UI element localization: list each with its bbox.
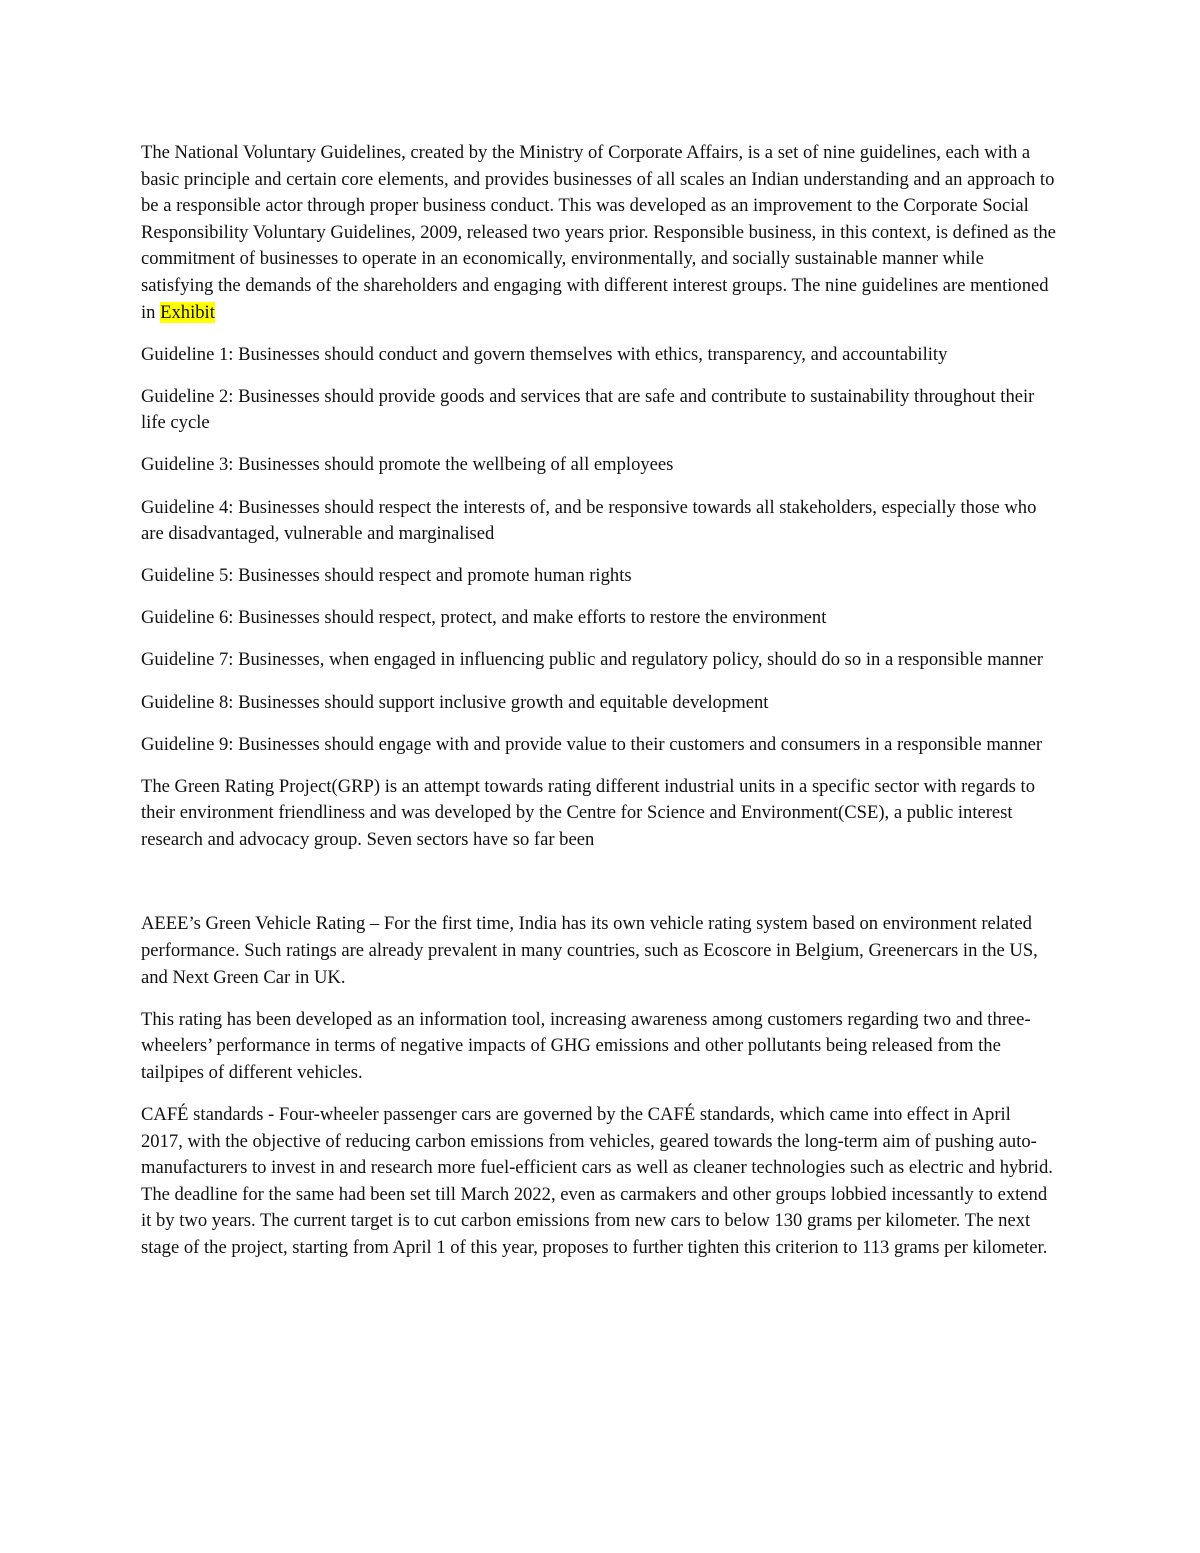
guideline-5: Guideline 5: Businesses should respect and promote human rights: [141, 565, 632, 587]
aeee-paragraph: AEEE’s Green Vehicle Rating – For the first time, India has its own vehicle rating system based on environment related performance. Such ratings are already prevalent in many countries, such as Ecoscore in Belgium, Greenercars in the US, and Next Green Car in UK.: [141, 913, 1038, 988]
rating-tool-paragraph: This rating has been developed as an information tool, increasing awareness among customers regarding two and three-wheelers’ performance in terms of negative impacts of GHG emissions and other pollutants being released from the tailpipes of different vehicles.: [141, 1008, 1031, 1083]
guideline-9: Guideline 9: Businesses should engage with and provide value to their customers and consumers in a responsible manner: [141, 733, 1043, 755]
exhibit-highlight: Exhibit: [160, 301, 215, 323]
cafe-paragraph: CAFÉ standards - Four-wheeler passenger cars are governed by the CAFÉ standards, which came into effect in April 2017, with the objective of reducing carbon emissions from vehicles, geared towards the long-term aim of pushing auto-manufacturers to invest in and research more fuel-efficient cars as well as cleaner technologies such as electric and hybrid. The deadline for the same had been set till March 2022, even as carmakers and other groups lobbied incessantly to extend it by two years. The current target is to cut carbon emissions from new cars to below 130 grams per kilometer. The next stage of the project, starting from April 1 of this year, proposes to further tighten this criterion to 113 grams per kilometer.: [141, 1104, 1053, 1258]
intro-paragraph: [141, 140, 1056, 326]
guideline-3: Guideline 3: Businesses should promote the wellbeing of all employees: [141, 454, 674, 476]
intro-text: The National Voluntary Guidelines, created by the Ministry of Corporate Affairs, is a set of nine guidelines, each with a basic principle and certain core elements, and provides businesses of all scales an Indian understanding and an approach to be a responsible actor through proper business conduct. This was developed as an improvement to the Corporate Social Responsibility Voluntary Guidelines, 2009, released two years prior. Responsible business, in this context, is defined as the commitment of businesses to operate in an economically, environmentally, and socially sustainable manner while satisfying the demands of the shareholders and engaging with different interest groups. The nine guidelines are mentioned in: [141, 142, 1056, 323]
guideline-7: Guideline 7: Businesses, when engaged in influencing public and regulatory policy, should do so in a responsible manner: [141, 649, 1043, 671]
guideline-1: Guideline 1: Businesses should conduct and govern themselves with ethics, transparency, and accountability: [141, 343, 948, 365]
guideline-6: Guideline 6: Businesses should respect, protect, and make efforts to restore the environment: [141, 607, 827, 629]
grp-paragraph: The Green Rating Project(GRP) is an attempt towards rating different industrial units in a specific sector with regards to their environment friendliness and was developed by the Centre for Science and Environment(CSE), a public interest research and advocacy group. Seven sectors have so far been: [141, 775, 1035, 850]
guideline-2: Guideline 2: Businesses should provide goods and services that are safe and contribute to sustainability throughout their life cycle: [141, 385, 1035, 434]
guideline-8: Guideline 8: Businesses should support inclusive growth and equitable development: [141, 691, 769, 713]
guideline-4: Guideline 4: Businesses should respect the interests of, and be responsive towards all stakeholders, especially those who are disadvantaged, vulnerable and marginalised: [141, 496, 1037, 545]
document-page: [141, 140, 1056, 1277]
